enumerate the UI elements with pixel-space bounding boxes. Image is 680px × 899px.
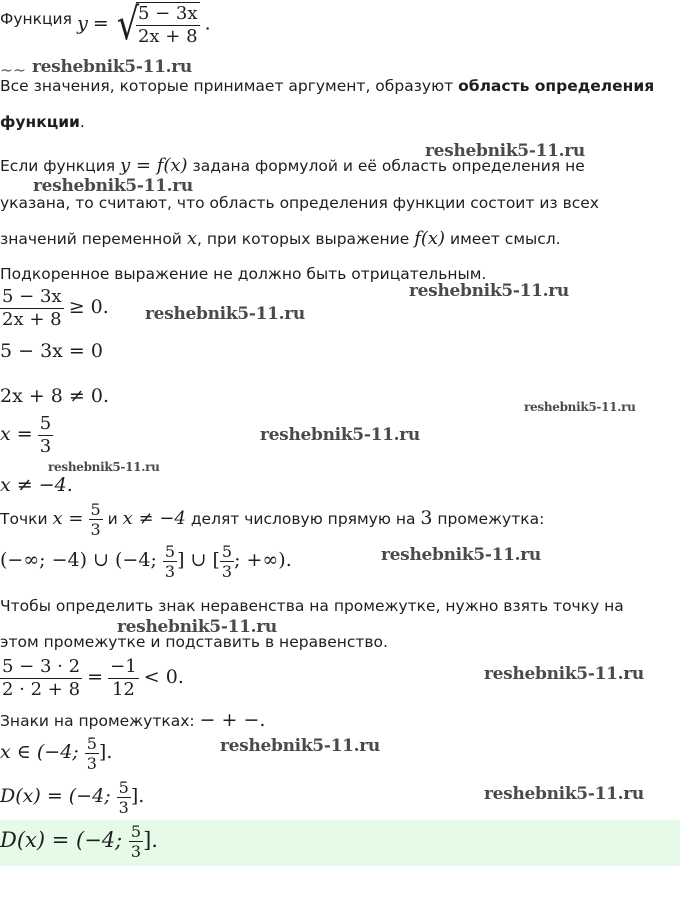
inequality-denominator: 2x + 8 bbox=[2, 309, 62, 330]
rule-formula: y = f(x) bbox=[120, 155, 188, 176]
intervals-numerator-2: 5 bbox=[221, 542, 233, 561]
definition-end: . bbox=[79, 113, 85, 131]
domain-fraction bbox=[117, 778, 131, 817]
points-and: и bbox=[102, 510, 123, 528]
answer-numerator: 5 bbox=[130, 822, 142, 841]
radicand-numerator: 5 − 3x bbox=[137, 3, 198, 24]
solution-line bbox=[0, 734, 112, 773]
function-definition bbox=[0, 0, 211, 50]
check-relation: < 0. bbox=[143, 666, 184, 688]
root-1 bbox=[0, 413, 53, 458]
points-line bbox=[0, 500, 544, 539]
domain-numerator: 5 bbox=[118, 778, 129, 797]
cut-glyph: ~~ bbox=[0, 61, 26, 79]
root-1-lhs: x = bbox=[0, 423, 33, 445]
points-numerator: 5 bbox=[90, 500, 101, 519]
watermark: reshebnik5-11.ru bbox=[484, 664, 644, 684]
definition-text: Все значения, которые принимает аргумент, образуют bbox=[0, 77, 459, 95]
intervals-numerator-1: 5 bbox=[164, 542, 176, 561]
solution-numerator: 5 bbox=[86, 734, 97, 753]
domain-suffix: ]. bbox=[130, 785, 145, 807]
intervals-part-2: ] ∪ [ bbox=[177, 549, 220, 571]
rule-text-b: задана формулой и её область определения не bbox=[187, 157, 585, 175]
rule-var-x: x bbox=[186, 228, 197, 249]
definition-bold-term-2: функции bbox=[0, 113, 80, 131]
intervals-denominator-1: 3 bbox=[164, 562, 176, 581]
watermark: reshebnik5-11.ru bbox=[260, 425, 420, 445]
inequality-relation: ≥ 0. bbox=[68, 296, 109, 318]
check-denominator-1: 2 · 2 + 8 bbox=[2, 679, 81, 700]
answer-fraction bbox=[129, 822, 143, 861]
sqrt-symbol: √ bbox=[116, 0, 140, 50]
watermark: reshebnik5-11.ru bbox=[409, 281, 569, 301]
inequality-numerator: 5 − 3x bbox=[2, 286, 62, 307]
intervals-part-1: (−∞; −4) ∪ (−4; bbox=[0, 549, 163, 571]
watermark: reshebnik5-11.ru bbox=[484, 784, 644, 804]
inequality bbox=[0, 286, 109, 331]
intervals-fraction-1 bbox=[163, 542, 177, 581]
watermark: reshebnik5-11.ru bbox=[220, 736, 380, 756]
watermark: reshebnik5-11.ru bbox=[425, 141, 585, 161]
check-numerator-2: −1 bbox=[110, 656, 137, 677]
points-denominator: 3 bbox=[90, 520, 101, 539]
check-numerator-1: 5 − 3 · 2 bbox=[2, 656, 81, 677]
solution-suffix: ]. bbox=[98, 741, 113, 763]
definition-line-2 bbox=[0, 112, 85, 132]
root-1-denominator: 3 bbox=[39, 436, 52, 457]
points-fraction bbox=[89, 500, 103, 539]
intervals-denominator-2: 3 bbox=[221, 562, 233, 581]
inequality-fraction bbox=[0, 286, 64, 331]
period: . bbox=[204, 12, 211, 35]
watermark: reshebnik5-11.ru bbox=[32, 57, 192, 77]
denominator-condition: 2x + 8 ≠ 0. bbox=[0, 385, 110, 407]
domain-prefix: D(x) = (−4; bbox=[0, 785, 117, 807]
rule-text-a: Если функция bbox=[0, 157, 121, 175]
radicand-note: Подкоренное выражение не должно быть отрицательным. bbox=[0, 265, 487, 283]
domain-line bbox=[0, 778, 144, 817]
rule-text-e: , при которых выражение bbox=[196, 230, 415, 248]
answer-line bbox=[0, 822, 158, 861]
check-fraction-1 bbox=[0, 656, 82, 701]
radicand-denominator: 2x + 8 bbox=[137, 26, 198, 47]
rule-fx: f(x) bbox=[414, 228, 446, 249]
watermark: reshebnik5-11.ru bbox=[381, 545, 541, 565]
numerator-equation: 5 − 3x = 0 bbox=[0, 340, 103, 362]
root-1-numerator: 5 bbox=[39, 413, 52, 434]
domain-denominator: 3 bbox=[118, 798, 129, 817]
root-1-fraction bbox=[38, 413, 53, 458]
check-denominator-2: 12 bbox=[111, 679, 135, 700]
answer-denominator: 3 bbox=[130, 842, 142, 861]
equals: = bbox=[92, 12, 109, 35]
function-label: Функция bbox=[0, 9, 72, 28]
points-count: 3 bbox=[420, 507, 433, 529]
domain-rule-line-3 bbox=[0, 229, 561, 249]
check-fraction-2 bbox=[108, 656, 139, 701]
method-line-1: Чтобы определить знак неравенства на промежутке, нужно взять точку на bbox=[0, 597, 624, 615]
solution-fraction bbox=[85, 734, 99, 773]
points-text-a: Точки bbox=[0, 510, 53, 528]
solution-denominator: 3 bbox=[86, 754, 97, 773]
root-2: x ≠ −4. bbox=[0, 474, 73, 496]
signs-label: Знаки на промежутках: bbox=[0, 712, 200, 730]
intervals-fraction-2 bbox=[220, 542, 234, 581]
points-text-c: промежутка: bbox=[432, 510, 545, 528]
answer-prefix: D(x) = (−4; bbox=[0, 828, 129, 852]
watermark: reshebnik5-11.ru bbox=[48, 460, 160, 474]
sign-check bbox=[0, 656, 184, 701]
watermark: reshebnik5-11.ru bbox=[117, 617, 277, 637]
signs-value: − + −. bbox=[199, 709, 266, 731]
definition-bold-term: область определения bbox=[458, 77, 655, 95]
intervals-part-3: ; +∞). bbox=[234, 549, 292, 571]
watermark: reshebnik5-11.ru bbox=[33, 176, 193, 196]
rule-text-d: значений переменной bbox=[0, 230, 187, 248]
definition-line-1 bbox=[0, 76, 654, 96]
solution-prefix: x ∈ (−4; bbox=[0, 741, 85, 763]
watermark: reshebnik5-11.ru bbox=[145, 304, 305, 324]
points-x2: x ≠ −4 bbox=[122, 508, 186, 529]
sqrt-expression bbox=[114, 0, 200, 50]
var-y: y bbox=[77, 12, 88, 35]
signs-line bbox=[0, 710, 265, 731]
answer-suffix: ]. bbox=[143, 828, 158, 852]
points-text-b: делят числовую прямую на bbox=[185, 510, 421, 528]
intervals-line bbox=[0, 542, 292, 581]
rule-text-f: имеет смысл. bbox=[445, 230, 561, 248]
domain-rule-line-2: указана, то считают, что область определения функции состоит из всех bbox=[0, 194, 599, 212]
method-line-2: этом промежутке и подставить в неравенство. bbox=[0, 633, 388, 651]
check-equals: = bbox=[87, 666, 104, 688]
points-x1: x = bbox=[52, 508, 84, 529]
watermark: reshebnik5-11.ru bbox=[524, 400, 636, 414]
radicand-fraction bbox=[136, 3, 200, 48]
